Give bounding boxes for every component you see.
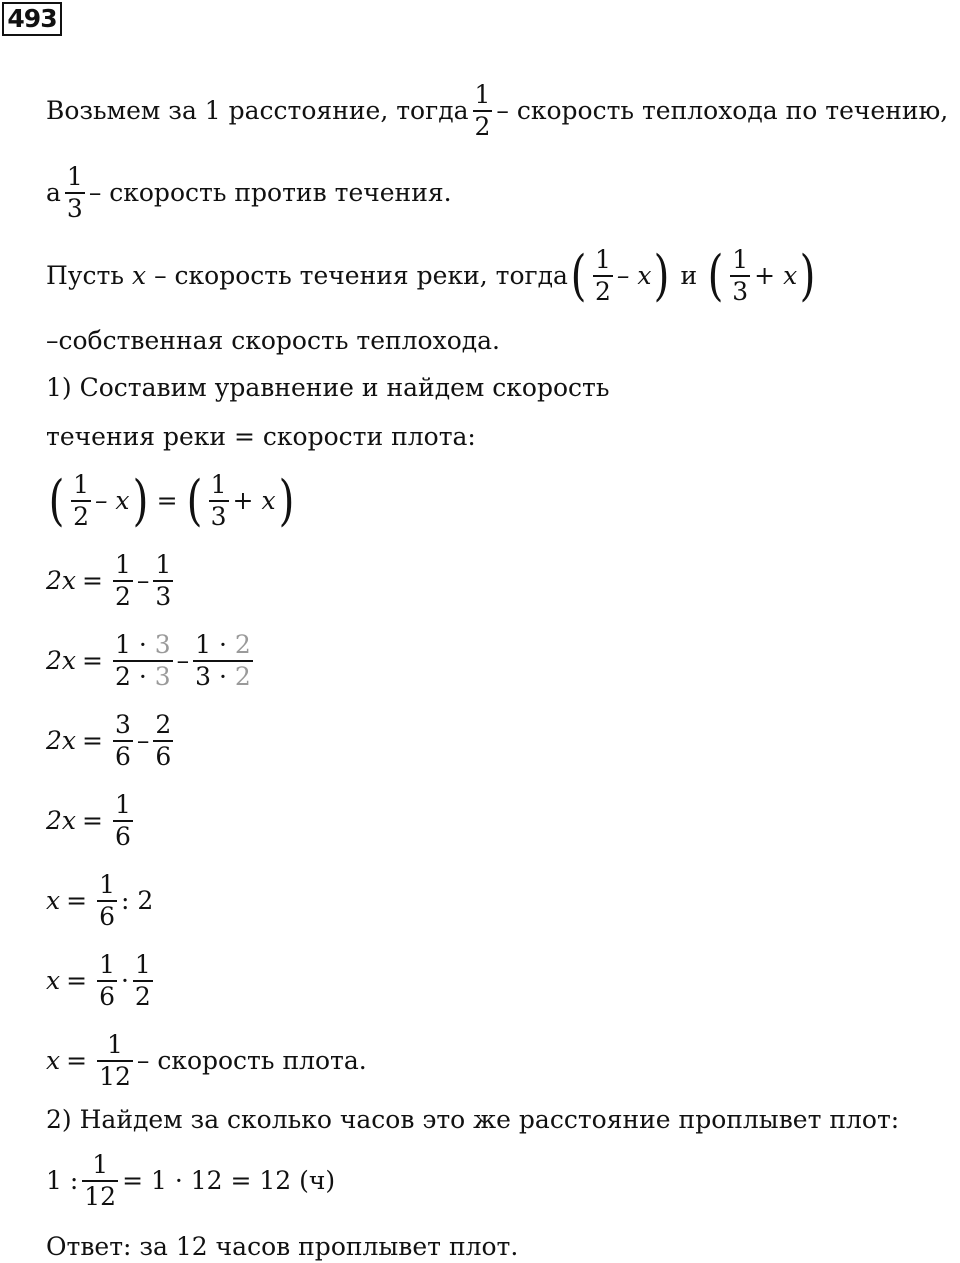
denominator: 2	[134, 982, 151, 1011]
denominator: 3	[66, 194, 83, 223]
fraction-one-half	[593, 245, 613, 307]
minus-sign: –	[136, 566, 150, 595]
fraction	[97, 950, 117, 1012]
fraction	[113, 630, 173, 692]
fraction	[82, 1150, 118, 1212]
fraction-one-half	[473, 80, 493, 142]
close-paren: )	[654, 244, 670, 307]
denominator: 2	[73, 502, 89, 531]
open-paren: (	[707, 244, 724, 307]
lhs: x	[46, 1046, 61, 1075]
equation-line	[46, 550, 177, 612]
let-line	[46, 245, 818, 307]
fraction-one-third	[65, 162, 85, 224]
division-tail: : 2	[120, 886, 154, 915]
numerator: 1	[134, 950, 151, 979]
denominator: 6	[114, 742, 131, 771]
denominator-multiplier: 2	[234, 662, 251, 691]
numerator: 1	[594, 245, 611, 274]
fraction	[209, 470, 229, 532]
result-label: – скорость плота.	[136, 1046, 367, 1075]
step1-line-2: течения реки = скорости плота:	[46, 422, 476, 451]
numerator: 1	[474, 80, 491, 109]
equals-sign: =	[82, 566, 103, 595]
open-paren: (	[48, 469, 65, 532]
fraction	[193, 630, 253, 692]
fraction	[97, 870, 117, 932]
lhs: x	[46, 886, 61, 915]
denominator: 12	[99, 1062, 131, 1091]
lhs: 2x	[46, 566, 77, 595]
numerator: 1	[92, 1150, 109, 1179]
intro-line-2	[46, 162, 452, 224]
intro-text-3: а	[46, 178, 61, 207]
equation-line	[46, 1030, 367, 1092]
equation-line	[46, 630, 257, 692]
lhs: 2x	[46, 646, 77, 675]
minus-x: – x	[94, 486, 130, 515]
numerator	[193, 630, 253, 660]
equation-line	[46, 870, 153, 932]
minus-sign: –	[176, 646, 190, 675]
close-paren: )	[799, 244, 816, 307]
numerator: 1	[210, 470, 227, 499]
denominator: 6	[155, 742, 172, 771]
numerator	[113, 630, 173, 660]
numerator: 1	[114, 790, 131, 819]
intro-text-4: – скорость против течения.	[88, 178, 452, 207]
fraction	[133, 950, 153, 1012]
numerator: 1	[114, 550, 131, 579]
calc-rhs: = 1 · 12 = 12 (ч)	[122, 1166, 336, 1195]
denominator: 6	[114, 822, 131, 851]
equals-sign: =	[156, 486, 178, 515]
denominator: 2	[594, 277, 611, 306]
fraction-one-third	[730, 245, 750, 307]
denominator: 3	[155, 582, 172, 611]
lhs: x	[46, 966, 61, 995]
equation-line	[46, 790, 137, 852]
denominator: 2	[114, 582, 131, 611]
lhs: 2x	[46, 806, 77, 835]
numerator-multiplier: 3	[154, 630, 171, 659]
denominator: 6	[99, 982, 115, 1011]
lhs: 2x	[46, 726, 77, 755]
let-line-2: –собственная скорость теплохода.	[46, 326, 500, 355]
fraction	[97, 1030, 133, 1092]
denominator: 2	[474, 112, 491, 141]
calc-lhs: 1 :	[46, 1166, 79, 1195]
numerator-main: 1 ·	[114, 630, 147, 659]
numerator: 3	[114, 710, 131, 739]
intro-line-1	[46, 80, 948, 142]
problem-number: 493	[2, 2, 62, 36]
numerator: 1	[99, 950, 115, 979]
numerator: 2	[155, 710, 172, 739]
step2-line: 2) Найдем за сколько часов это же расстояние проплывет плот:	[46, 1105, 900, 1134]
let-text: Пусть	[46, 261, 124, 290]
step1-line-1: 1) Составим уравнение и найдем скорость	[46, 373, 610, 402]
equation-line	[46, 710, 177, 772]
equals-sign: =	[82, 806, 103, 835]
fraction	[71, 470, 91, 532]
numerator-multiplier: 2	[234, 630, 251, 659]
open-paren: (	[186, 469, 203, 532]
answer-line: Ответ: за 12 часов проплывет плот.	[46, 1232, 519, 1261]
denominator	[113, 662, 173, 692]
numerator: 1	[73, 470, 89, 499]
minus-sign: –	[136, 726, 150, 755]
open-paren: (	[570, 244, 587, 307]
denominator	[193, 662, 253, 692]
multiply-sign: ·	[120, 966, 129, 995]
variable-x: x	[131, 261, 147, 290]
equals-sign: =	[66, 966, 88, 995]
numerator: 1	[732, 245, 749, 274]
numerator: 1	[107, 1030, 123, 1059]
minus-x: – x	[616, 261, 652, 290]
equation-line	[46, 950, 157, 1012]
intro-text-2: – скорость теплохода по течению,	[496, 96, 949, 125]
numerator: 1	[155, 550, 172, 579]
close-paren: )	[278, 469, 294, 532]
denominator: 6	[99, 902, 115, 931]
equals-sign: =	[82, 726, 103, 755]
equals-sign: =	[66, 886, 88, 915]
fraction	[153, 710, 173, 772]
conjunction: и	[680, 261, 698, 290]
fraction	[113, 790, 133, 852]
step2-calc	[46, 1150, 335, 1212]
denominator: 3	[210, 502, 227, 531]
let-text-mid: – скорость течения реки, тогда	[154, 261, 568, 290]
denominator-multiplier: 3	[154, 662, 171, 691]
plus-x: + x	[754, 261, 798, 290]
numerator: 1	[66, 162, 83, 191]
equation-line	[46, 470, 297, 532]
close-paren: )	[132, 469, 148, 532]
denominator: 3	[732, 277, 749, 306]
equals-sign: =	[66, 1046, 88, 1075]
denominator-main: 2 ·	[114, 662, 147, 691]
plus-x: + x	[232, 486, 276, 515]
equals-sign: =	[82, 646, 103, 675]
denominator-main: 3 ·	[195, 662, 227, 691]
numerator: 1	[99, 870, 115, 899]
fraction	[113, 710, 133, 772]
fraction	[113, 550, 133, 612]
intro-text-1: Возьмем за 1 расстояние, тогда	[46, 96, 469, 125]
denominator: 12	[84, 1182, 117, 1211]
numerator-main: 1 ·	[195, 630, 227, 659]
fraction	[153, 550, 173, 612]
